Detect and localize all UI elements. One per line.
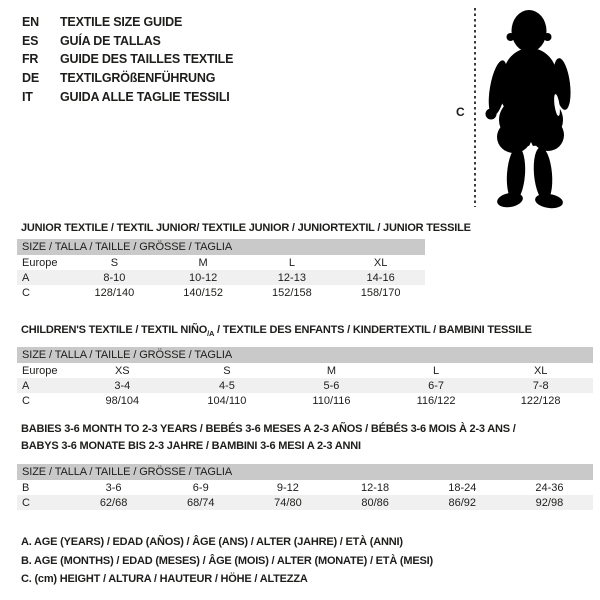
table-row-europe: [17, 255, 425, 270]
table-cell: 6-9: [192, 481, 209, 494]
table-cell: 8-10: [103, 271, 126, 284]
table-cell: 140/152: [183, 286, 223, 299]
babies-title-line2: BABYS 3-6 MONATE BIS 2-3 JAHRE / BAMBINI 3-6 MESI A 2-3 ANNI: [21, 440, 361, 452]
table-cell: 12-13: [277, 271, 306, 284]
table-cell: 18-24: [448, 481, 477, 494]
table-row-height: [17, 285, 425, 300]
table-cell: 10-12: [189, 271, 218, 284]
children-title-post: / TEXTILE DES ENFANTS / KINDERTEXTIL / BAMBINI TESSILE: [214, 324, 532, 336]
language-header: [22, 13, 233, 106]
table-cell: S: [110, 256, 119, 269]
guide-title: GUÍA DE TALLAS: [60, 33, 161, 48]
table-row-age-months: [17, 480, 593, 495]
lang-code: FR: [22, 52, 39, 67]
table-cell: 74/80: [274, 496, 302, 509]
lang-row-es: [22, 32, 233, 51]
note-height-cm: C. (cm) HEIGHT / ALTURA / HAUTEUR / HÖHE / ALTEZZA: [21, 573, 308, 585]
junior-size-table: [17, 239, 425, 300]
lang-row-fr: [22, 50, 233, 69]
junior-section-title: JUNIOR TEXTILE / TEXTIL JUNIOR/ TEXTILE JUNIOR / JUNIORTEXTIL / JUNIOR TESSILE: [21, 222, 471, 234]
table-cell: 98/104: [105, 394, 140, 407]
row-label: C: [22, 286, 30, 299]
table-row-height: [17, 495, 593, 510]
row-label: A: [22, 379, 30, 392]
table-cell: 6-7: [428, 379, 445, 392]
table-cell: 158/170: [360, 286, 401, 299]
note-age-months: B. AGE (MONTHS) / EDAD (MESES) / ÂGE (MOIS) / ALTER (MONATE) / ETÀ (MESI): [21, 554, 433, 567]
table-cell: XL: [373, 256, 388, 269]
size-header-bar: SIZE / TALLA / TAILLE / GRÖSSE / TAGLIA: [17, 464, 593, 480]
table-cell: M: [198, 256, 208, 269]
lang-code: ES: [22, 33, 39, 48]
table-cell: 116/122: [416, 394, 456, 407]
lang-code: EN: [22, 15, 39, 30]
table-cell: 122/128: [520, 394, 561, 407]
table-cell: XL: [533, 364, 548, 377]
table-cell: 80/86: [361, 496, 389, 509]
lang-code: DE: [22, 71, 39, 86]
table-cell: 62/68: [99, 496, 128, 509]
table-cell: 68/74: [186, 496, 215, 509]
table-row-height: [17, 393, 593, 408]
row-label: Europe: [22, 364, 58, 377]
babies-size-table: [17, 464, 593, 510]
table-cell: 9-12: [276, 481, 299, 494]
guide-title: TEXTILGRÖßENFÜHRUNG: [60, 71, 216, 86]
row-label: C: [22, 394, 30, 407]
babies-title-line1: BABIES 3-6 MONTH TO 2-3 YEARS / BEBÉS 3-6 MESES A 2-3 AÑOS / BÉBÉS 3-6 MOIS À 2-3 ANS /: [21, 423, 516, 435]
babies-section-title: [21, 421, 581, 455]
height-measure-figure: [455, 4, 595, 211]
baby-silhouette-graphic: [455, 4, 595, 211]
legend-notes: [21, 533, 433, 589]
table-cell: 14-16: [366, 271, 395, 284]
children-title-sub: /A: [207, 329, 215, 339]
lang-row-de: [22, 69, 233, 88]
row-label: B: [22, 481, 30, 494]
row-label: A: [22, 271, 30, 284]
guide-title: GUIDA ALLE TAGLIE TESSILI: [60, 89, 230, 104]
table-cell: M: [326, 364, 337, 377]
baby-silhouette: [485, 10, 573, 210]
table-cell: 4-5: [218, 379, 235, 392]
size-header-bar: SIZE / TALLA / TAILLE / GRÖSSE / TAGLIA: [17, 347, 593, 363]
height-measure-label: C: [456, 105, 465, 119]
table-row-age: [17, 378, 593, 393]
lang-row-it: [22, 87, 233, 106]
table-cell: S: [223, 364, 231, 377]
table-cell: 92/98: [535, 496, 564, 509]
lang-code: IT: [22, 89, 33, 104]
table-cell: 3-6: [105, 481, 122, 494]
table-cell: 12-18: [361, 481, 390, 494]
guide-title: GUIDE DES TAILLES TEXTILE: [60, 52, 234, 67]
table-cell: L: [433, 364, 440, 377]
note-age-years: A. AGE (YEARS) / EDAD (AÑOS) / ÂGE (ANS) / ALTER (JAHRE) / ETÀ (ANNI): [21, 536, 403, 548]
children-section-title: [21, 322, 532, 342]
table-cell: 128/140: [94, 286, 135, 299]
table-cell: 5-6: [323, 379, 340, 392]
row-label: Europe: [22, 256, 58, 269]
table-cell: XS: [114, 364, 130, 377]
table-cell: 86/92: [448, 496, 477, 509]
children-size-table: [17, 347, 593, 408]
table-cell: 104/110: [207, 394, 247, 407]
guide-title: TEXTILE SIZE GUIDE: [60, 15, 183, 30]
table-cell: 7-8: [532, 379, 549, 392]
table-row-age: [17, 270, 425, 285]
size-header-bar: SIZE / TALLA / TAILLE / GRÖSSE / TAGLIA: [17, 239, 425, 255]
table-cell: 152/158: [271, 286, 312, 299]
table-cell: 110/116: [312, 394, 351, 407]
table-row-europe: [17, 363, 593, 378]
table-cell: 3-4: [114, 379, 131, 392]
table-cell: L: [288, 256, 295, 269]
children-title-pre: CHILDREN'S TEXTILE / TEXTIL NIÑO: [21, 324, 208, 336]
lang-row-en: [22, 13, 233, 32]
table-cell: 24-36: [535, 481, 564, 494]
row-label: C: [22, 496, 30, 509]
